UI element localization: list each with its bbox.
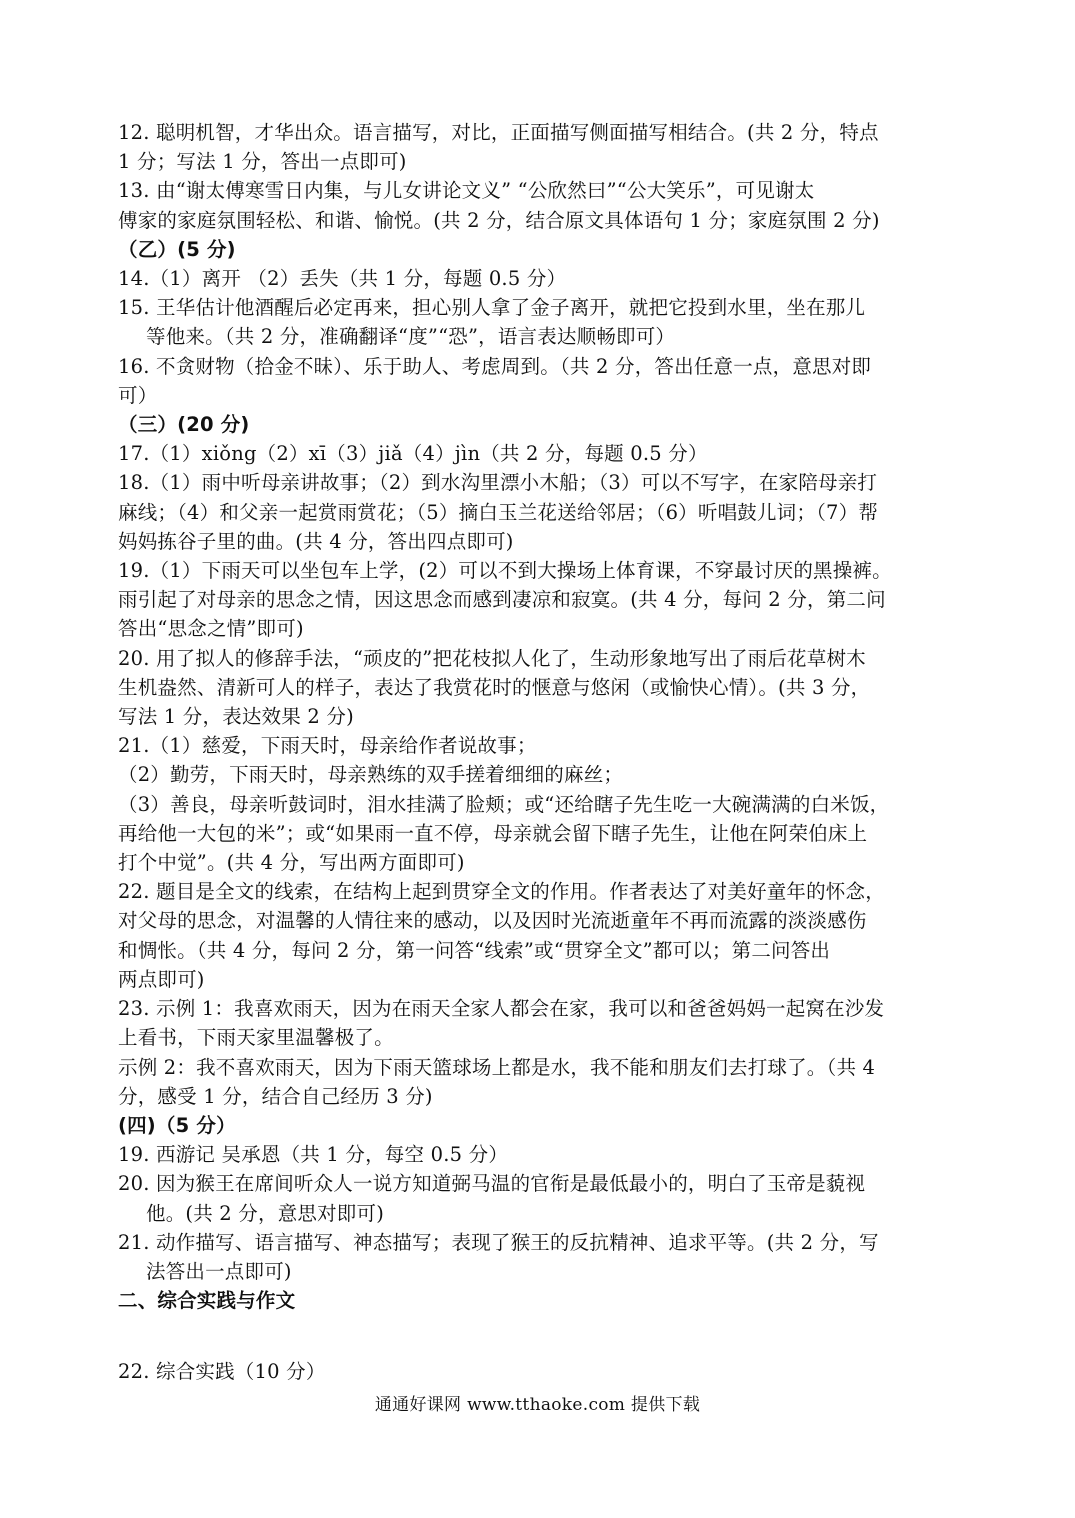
answer-line: 21.（1）慈爱，下雨天时，母亲给作者说故事；	[118, 734, 537, 758]
answer-line: 21. 动作描写、语言描写、神态描写；表现了猴王的反抗精神、追求平等。(共 2 分，写	[118, 1230, 879, 1254]
answer-line: 17.（1）xiǒng（2）xī（3）jiǎ（4）jìn（共 2 分，每题 0.5 分）	[118, 442, 708, 466]
answer-line: 分，感受 1 分，结合自己经历 3 分)	[118, 1084, 433, 1108]
answer-line: （2）勤劳，下雨天时，母亲熟练的双手搓着细细的麻丝；	[118, 763, 624, 787]
answer-line: 23. 示例 1：我喜欢雨天，因为在雨天全家人都会在家，我可以和爸爸妈妈一起窝在沙发	[118, 997, 885, 1021]
answer-line: 18.（1）雨中听母亲讲故事；（2）到水沟里漂小木船；（3）可以不写字，在家陪母亲打	[118, 471, 878, 495]
answer-line: 20. 因为猴王在席间听众人一说方知道弼马温的官衔是最低最小的，明白了玉帝是藐视	[118, 1172, 866, 1196]
answer-line: 19. 西游记 吴承恩（共 1 分，每空 0.5 分）	[118, 1143, 509, 1167]
section-heading: （乙）(5 分)	[118, 237, 236, 261]
section-heading: （三）(20 分)	[118, 413, 250, 437]
answer-line: 示例 2：我不喜欢雨天，因为下雨天篮球场上都是水，我不能和朋友们去打球了。（共 4	[118, 1055, 876, 1079]
answer-line: 可）	[118, 383, 158, 407]
answer-line: 20. 用了拟人的修辞手法，“顽皮的”把花枝拟人化了，生动形象地写出了雨后花草树木	[118, 646, 866, 670]
answer-line: 傅家的家庭氛围轻松、和谐、愉悦。(共 2 分，结合原文具体语句 1 分；家庭氛围 2 分)	[118, 208, 880, 232]
answer-line: 麻线；（4）和父亲一起赏雨赏花；（5）摘白玉兰花送给邻居；（6）听唱鼓儿词；（7）帮	[118, 500, 879, 524]
answer-line: 15. 王华估计他酒醒后必定再来，担心别人拿了金子离开，就把它投到水里，坐在那儿	[118, 296, 866, 320]
answer-line: 两点即可)	[118, 967, 205, 991]
answer-line: 12. 聪明机智，才华出众。语言描写，对比，正面描写侧面描写相结合。(共 2 分，特点	[118, 121, 879, 144]
section-heading: 二、综合实践与作文	[118, 1289, 296, 1313]
answer-line: 对父母的思念，对温馨的人情往来的感动，以及因时光流逝童年不再而流露的淡淡感伤	[118, 909, 867, 933]
answer-line: 写法 1 分，表达效果 2 分)	[118, 705, 354, 729]
answer-line: （3）善良，母亲听鼓词时，泪水挂满了脸颊；或“还给瞎子先生吃一大碗满满的白米饭，	[118, 792, 890, 816]
answer-line: 22. 题目是全文的线索，在结构上起到贯穿全文的作用。作者表达了对美好童年的怀念，	[118, 880, 885, 904]
answer-line: 妈妈拣谷子里的曲。(共 4 分，答出四点即可)	[118, 529, 514, 553]
blank-line	[118, 1315, 960, 1357]
footer-credit: 通通好课网 www.tthaoke.com 提供下载	[374, 1395, 701, 1415]
section-heading: (四)（5 分）	[118, 1113, 236, 1137]
answer-line: 法答出一点即可)	[146, 1259, 292, 1283]
answer-line: 19.（1）下雨天可以坐包车上学，(2）可以不到大操场上体育课，不穿最讨厌的黑操裤。	[118, 559, 892, 583]
answer-line: 16. 不贪财物（拾金不昧）、乐于助人、考虑周到。（共 2 分，答出任意一点，意思对即	[118, 354, 872, 378]
answer-line: 雨引起了对母亲的思念之情，因这思念而感到凄凉和寂寞。(共 4 分，每问 2 分，第二问	[118, 588, 886, 612]
answer-line: 等他来。（共 2 分，准确翻译“度”“恐”，语言表达顺畅即可）	[146, 325, 676, 349]
answer-line: 1 分；写法 1 分，答出一点即可)	[118, 150, 407, 174]
answer-line: 和惆怅。（共 4 分，每问 2 分，第一问答“线索”或“贯穿全文”都可以；第二问答出	[118, 938, 831, 962]
answer-line: 答出“思念之情”即可)	[118, 617, 304, 641]
answer-line: 14.（1）离开 （2）丢失（共 1 分，每题 0.5 分）	[118, 267, 567, 291]
answer-line: 生机盎然、清新可人的样子，表达了我赏花时的惬意与悠闲（或愉快心情）。(共 3 分，	[118, 675, 871, 699]
answer-line: 13. 由“谢太傅寒雪日内集，与儿女讲论文义” “公欣然曰”“公大笑乐”，可见谢太	[118, 179, 815, 203]
answer-line: 打个中觉”。(共 4 分，写出两方面即可)	[118, 851, 465, 875]
answer-key-body	[118, 118, 960, 1387]
answer-line: 他。(共 2 分，意思对即可)	[146, 1201, 385, 1225]
answer-line: 再给他一大包的米”；或“如果雨一直不停，母亲就会留下瞎子先生，让他在阿荣伯床上	[118, 821, 868, 845]
answer-line: 22. 综合实践（10 分）	[118, 1360, 326, 1384]
answer-line: 上看书，下雨天家里温馨极了。	[118, 1026, 394, 1050]
